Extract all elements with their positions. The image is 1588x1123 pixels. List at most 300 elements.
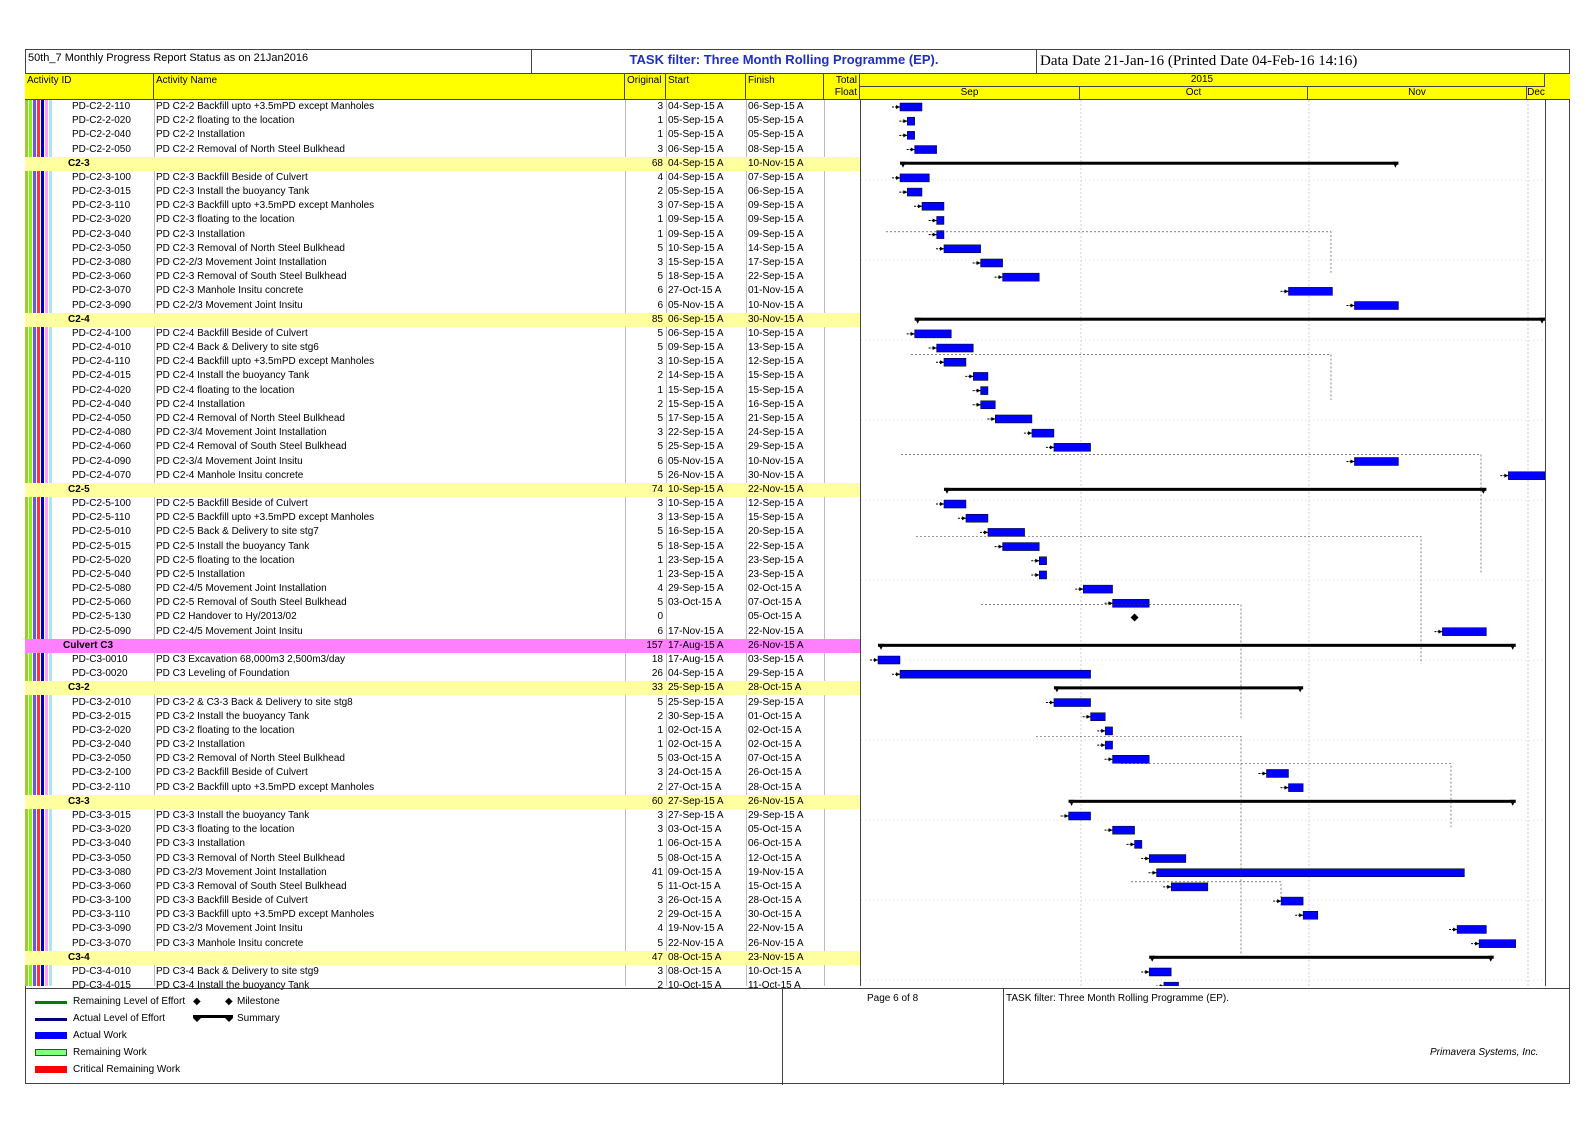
table-row[interactable] [25,171,861,185]
finish-date: 29-Sep-15 A [748,696,804,708]
relationship-arrow [999,275,1003,279]
table-row[interactable] [25,242,861,256]
table-row[interactable] [25,284,861,298]
activity-id: PD-C2-2-040 [72,129,131,141]
summary-bar[interactable] [1069,800,1516,803]
activity-bar[interactable] [1354,458,1398,466]
finish-date: 29-Sep-15 A [748,441,804,453]
finish-date: 14-Sep-15 A [748,242,804,254]
table-row[interactable] [25,738,861,752]
original-duration: 2 [657,370,663,382]
activity-id: PD-C2-3-070 [72,285,131,297]
table-row[interactable] [25,369,861,383]
original-duration: 5 [657,342,663,354]
start-date: 17-Aug-15 A [668,654,724,666]
original-duration: 85 [651,313,663,325]
table-row[interactable] [25,412,861,426]
activity-bar[interactable] [915,330,952,338]
activity-bar[interactable] [944,500,966,508]
activity-bar[interactable] [1054,699,1091,707]
start-date: 15-Sep-15 A [668,256,724,268]
start-date: 11-Oct-15 A [668,880,721,892]
activity-name: PD C3-2 & C3-3 Back & Delivery to site stg8 [156,696,353,708]
relationship-arrow [1284,289,1288,293]
activity-bar[interactable] [1105,741,1112,749]
finish-date: 30-Oct-15 A [748,909,802,921]
relationship-arrow [933,346,937,350]
activity-bar[interactable] [900,174,929,182]
activity-bar[interactable] [937,344,974,352]
activity-bar[interactable] [922,202,944,210]
table-row[interactable] [25,823,861,837]
finish-date: 28-Oct-15 A [748,682,802,694]
table-row[interactable] [25,852,861,866]
finish-date: 03-Sep-15 A [748,654,804,666]
activity-id: PD-C2-5-130 [72,611,131,623]
finish-date: 09-Sep-15 A [748,200,804,212]
relationship-arrow [903,133,907,137]
start-date: 09-Sep-15 A [668,214,724,226]
relationship-arrow [1079,587,1083,591]
finish-date: 26-Nov-15 A [748,639,804,651]
relationship-arrow [1167,885,1171,889]
relationship-arrow [933,233,937,237]
finish-date: 22-Nov-15 A [748,625,804,637]
relationship-arrow [1153,871,1157,875]
activity-id: PD-C2-4-080 [72,427,131,439]
activity-bar[interactable] [995,415,1032,423]
critical-remaining-swatch [35,1066,67,1073]
report-title: 50th_7 Monthly Progress Report Status as on 21Jan2016 [25,49,532,73]
original-duration: 3 [657,143,663,155]
table-row[interactable] [25,965,861,979]
wbs-row[interactable] [25,483,861,497]
table-row[interactable] [25,327,861,341]
original-duration: 1 [657,214,663,226]
table-row[interactable] [25,610,861,624]
finish-date: 01-Nov-15 A [748,285,804,297]
activity-bar[interactable] [988,528,1025,536]
col-original[interactable]: Original [625,74,666,100]
activity-bar[interactable] [907,131,914,139]
table-row[interactable] [25,299,861,313]
table-row[interactable] [25,398,861,412]
summary-bar-start [915,318,921,324]
summary-bar[interactable] [878,644,1516,647]
activity-bar[interactable] [907,188,922,196]
legend-remaining-loe: Remaining Level of Effort [73,996,186,1007]
summary-bar[interactable] [915,318,1545,321]
start-date: 19-Nov-15 A [668,923,724,935]
start-date: 25-Sep-15 A [668,696,724,708]
activity-bar[interactable] [1113,755,1150,763]
table-row[interactable] [25,228,861,242]
table-row[interactable] [25,582,861,596]
start-date: 09-Sep-15 A [668,228,724,240]
table-row[interactable] [25,894,861,908]
original-duration: 3 [657,767,663,779]
original-duration: 3 [657,895,663,907]
start-date: 14-Sep-15 A [668,370,724,382]
table-row[interactable] [25,143,861,157]
activity-bar[interactable] [907,117,914,125]
activity-bar[interactable] [937,216,944,224]
start-date: 06-Sep-15 A [668,313,724,325]
table-row[interactable] [25,511,861,525]
table-row[interactable] [25,128,861,142]
table-row[interactable] [25,710,861,724]
activity-name: PD C2-5 Install the buoyancy Tank [156,540,310,552]
wbs-row[interactable] [25,639,861,653]
activity-name: PD C2-2 floating to the location [156,115,295,127]
activity-bar[interactable] [981,259,1003,267]
activity-bar[interactable] [1091,713,1106,721]
start-date: 08-Oct-15 A [668,852,722,864]
summary-bar[interactable] [1054,686,1303,689]
activity-bar[interactable] [1508,472,1545,480]
finish-date: 19-Nov-15 A [748,866,804,878]
relationship-arrow [1050,701,1054,705]
activity-name: PD C2-4 Manhole Insitu concrete [156,469,304,481]
table-row[interactable] [25,100,861,114]
table-row[interactable] [25,596,861,610]
relationship-arrow [962,516,966,520]
table-row[interactable] [25,341,861,355]
relationship-arrow [940,247,944,251]
legend-actual-work: Actual Work [73,1030,127,1041]
relationship-arrow [977,403,981,407]
summary-bar[interactable] [1149,956,1494,959]
table-row[interactable] [25,213,861,227]
table-row[interactable] [25,199,861,213]
table-row[interactable] [25,766,861,780]
start-date: 10-Sep-15 A [668,498,724,510]
relationship-arrow [1101,743,1105,747]
activity-name: PD C2-5 floating to the location [156,554,295,566]
table-row[interactable] [25,922,861,936]
activity-id: PD-C3-3-100 [72,895,131,907]
activity-id: PD-C3-2-100 [72,767,131,779]
start-date: 25-Sep-15 A [668,441,724,453]
activity-name: PD C2-4 Install the buoyancy Tank [156,370,310,382]
activity-bar[interactable] [973,372,988,380]
finish-date: 02-Oct-15 A [748,724,802,736]
activity-name: PD C2 Handover to Hy/2013/02 [156,611,297,623]
summary-bar[interactable] [900,162,1398,165]
finish-date: 05-Sep-15 A [748,129,804,141]
activity-name: PD C2-4 Installation [156,398,245,410]
activity-bar[interactable] [1457,925,1486,933]
relationship-arrow [977,389,981,393]
activity-bar[interactable] [1113,826,1135,834]
original-duration: 3 [657,101,663,112]
start-date: 06-Sep-15 A [668,143,724,155]
activity-id: PD-C2-4-020 [72,384,131,396]
activity-bar[interactable] [1354,302,1398,310]
finish-date: 10-Oct-15 A [748,965,802,977]
original-duration: 2 [657,909,663,921]
col-activity-id[interactable]: Activity ID [25,74,154,100]
footer-filter: TASK filter: Three Month Rolling Programme (EP). [1006,993,1230,1004]
activity-name: PD C3-2/3 Movement Joint Insitu [156,923,303,935]
relationship-arrow [1087,715,1091,719]
start-date: 27-Sep-15 A [668,810,724,821]
original-duration: 157 [646,639,663,651]
original-duration: 3 [657,256,663,268]
gantt-chart [860,100,1546,986]
summary-bar[interactable] [944,488,1486,491]
table-row[interactable] [25,866,861,880]
activity-bar[interactable] [878,656,900,664]
activity-bar[interactable] [981,401,996,409]
table-row[interactable] [25,837,861,851]
col-finish[interactable]: Finish [746,74,824,100]
finish-date: 11-Oct-15 A [748,980,801,992]
relationship-arrow [1050,445,1054,449]
milestone-icon: ◆ [225,996,233,1007]
activity-name: PD C2-5 Installation [156,568,245,580]
activity-id: PD-C2-3-060 [72,271,131,283]
original-duration: 1 [657,838,663,850]
table-row[interactable] [25,270,861,284]
table-row[interactable] [25,752,861,766]
original-duration: 1 [657,554,663,566]
original-duration: 5 [657,271,663,283]
relationship-arrow [940,360,944,364]
activity-bar[interactable] [1083,585,1112,593]
activity-id: PD-C2-4-090 [72,455,131,467]
divider [1003,989,1004,1085]
activity-id: PD-C3-2-010 [72,696,131,708]
activity-bar[interactable] [1266,769,1288,777]
activity-bar[interactable] [1479,940,1516,948]
activity-name: PD C2-3 Manhole Insitu concrete [156,285,304,297]
start-date: 27-Oct-15 A [668,781,722,793]
start-date: 18-Sep-15 A [668,271,724,283]
start-date: 02-Oct-15 A [668,739,722,751]
table-row[interactable] [25,525,861,539]
activity-name: PD C2-4 Backfill Beside of Culvert [156,327,308,339]
start-date: 25-Sep-15 A [668,682,724,694]
activity-id: C3-4 [68,951,90,963]
column-header [25,73,1570,100]
relationship-arrow [1145,970,1149,974]
relationship-arrow [918,204,922,208]
activity-id: PD-C2-5-080 [72,583,131,595]
activity-name: PD C3-2 Removal of North Steel Bulkhead [156,753,345,765]
activity-bar[interactable] [981,387,988,395]
start-date: 15-Sep-15 A [668,398,724,410]
activity-bar[interactable] [1442,628,1486,636]
table-row[interactable] [25,653,861,667]
table-row[interactable] [25,384,861,398]
table-row[interactable] [25,908,861,922]
table-row[interactable] [25,809,861,823]
activity-bar[interactable] [1069,812,1091,820]
original-duration: 5 [657,242,663,254]
activity-name: PD C2-3 Backfill Beside of Culvert [156,171,308,183]
table-row[interactable] [25,667,861,681]
activity-bar[interactable] [1113,599,1150,607]
activity-bar[interactable] [1303,911,1318,919]
finish-date: 22-Nov-15 A [748,923,804,935]
table-row[interactable] [25,781,861,795]
activity-id: PD-C2-2-020 [72,115,131,127]
table-row[interactable] [25,540,861,554]
activity-id: PD-C3-4-015 [72,980,131,992]
original-duration: 60 [651,795,663,807]
legend-footer [25,988,1570,1085]
table-row[interactable] [25,455,861,469]
activity-name: PD C3-2/3 Movement Joint Installation [156,866,327,878]
activity-name: PD C2-4 Removal of South Steel Bulkhead [156,441,347,453]
activity-bar[interactable] [1039,557,1046,565]
remaining-loe-swatch [35,1001,67,1004]
original-duration: 6 [657,455,663,467]
relationship-arrow [896,176,900,180]
original-duration: 26 [651,668,663,680]
start-date: 30-Sep-15 A [668,710,724,722]
activity-bar[interactable] [1171,883,1208,891]
activity-bar[interactable] [915,146,937,154]
table-row[interactable] [25,114,861,128]
relationship-arrow [1299,913,1303,917]
relationship-arrow [1065,814,1069,818]
legend-remaining-work: Remaining Work [73,1047,147,1058]
legend-critical-remaining: Critical Remaining Work [73,1064,181,1075]
finish-date: 21-Sep-15 A [748,412,804,424]
activity-bar[interactable] [1157,869,1465,877]
activity-name: PD C2-4 Removal of North Steel Bulkhead [156,412,345,424]
activity-bar[interactable] [1288,287,1332,295]
activity-bar[interactable] [944,245,981,253]
table-row[interactable] [25,426,861,440]
activity-id: PD-C3-3-015 [72,810,131,821]
activity-bar[interactable] [1032,429,1054,437]
start-date: 24-Oct-15 A [668,767,722,779]
col-activity-name[interactable]: Activity Name [154,74,625,100]
activity-bar[interactable] [1288,784,1303,792]
table-row[interactable] [25,568,861,582]
finish-date: 28-Oct-15 A [748,781,802,793]
finish-date: 06-Oct-15 A [748,838,802,850]
table-row[interactable] [25,724,861,738]
finish-date: 24-Sep-15 A [748,427,804,439]
table-row[interactable] [25,880,861,894]
activity-bar[interactable] [1105,727,1112,735]
activity-id: PD-C3-3-080 [72,866,131,878]
activity-bar[interactable] [1135,840,1142,848]
activity-id: PD-C3-2-050 [72,753,131,765]
table-row[interactable] [25,625,861,639]
original-duration: 6 [657,625,663,637]
activity-bar[interactable] [1164,982,1179,986]
activity-bar[interactable] [1003,543,1040,551]
start-date: 07-Sep-15 A [668,200,724,212]
start-date: 03-Oct-15 A [668,597,722,609]
table-row[interactable] [25,937,861,951]
activity-bar[interactable] [1054,443,1091,451]
table-row[interactable] [25,497,861,511]
activity-name: PD C3 Leveling of Foundation [156,668,290,680]
table-row[interactable] [25,256,861,270]
table-row[interactable] [25,355,861,369]
original-duration: 1 [657,568,663,580]
activity-bar[interactable] [966,514,988,522]
finish-date: 30-Nov-15 A [748,313,804,325]
activity-name: PD C3-3 Manhole Insitu concrete [156,937,304,949]
original-duration: 4 [657,923,663,935]
activity-bar[interactable] [1149,855,1186,863]
activity-id: PD-C2-3-020 [72,214,131,226]
finish-date: 15-Oct-15 A [748,880,802,892]
col-start[interactable]: Start [666,74,746,100]
activity-bar[interactable] [900,670,1091,678]
original-duration: 68 [651,157,663,169]
start-date: 10-Sep-15 A [668,483,724,495]
activity-id: PD-C3-3-040 [72,838,131,850]
activity-name: PD C2-2/3 Movement Joint Installation [156,256,327,268]
finish-date: 26-Nov-15 A [748,795,804,807]
activity-bar[interactable] [900,103,922,111]
relationship-arrow [1350,460,1354,464]
wbs-row[interactable] [25,681,861,695]
activity-name: PD C3-4 Install the buoyancy Tank [156,980,310,992]
finish-date: 07-Oct-15 A [748,753,802,765]
col-total-float[interactable] [824,74,860,100]
relationship-arrow [1504,474,1508,478]
vendor-name: Primavera Systems, Inc. [1430,1047,1539,1058]
start-date: 09-Sep-15 A [668,342,724,354]
table-row[interactable] [25,469,861,483]
activity-name: PD C2-3 Install the buoyancy Tank [156,186,310,198]
activity-bar[interactable] [1003,273,1040,281]
activity-bar[interactable] [1281,897,1303,905]
start-date: 15-Sep-15 A [668,384,724,396]
finish-date: 26-Oct-15 A [748,767,802,779]
finish-date: 12-Sep-15 A [748,356,804,368]
relationship-arrow [1109,828,1113,832]
col-float-label: Float [834,87,857,98]
table-row[interactable] [25,440,861,454]
legend-milestone: Milestone [237,996,280,1007]
activity-bar[interactable] [1039,571,1046,579]
activity-name: PD C2-2 Installation [156,129,245,141]
table-row[interactable] [25,554,861,568]
milestone[interactable] [1131,613,1139,621]
activity-bar[interactable] [1149,968,1171,976]
table-row[interactable] [25,185,861,199]
wbs-row[interactable] [25,313,861,327]
timescale-month-oct: Oct [1080,87,1308,100]
finish-date: 22-Nov-15 A [748,483,804,495]
start-date: 17-Sep-15 A [668,412,724,424]
summary-swatch [193,1015,233,1023]
finish-date: 07-Sep-15 A [748,171,804,183]
wbs-row[interactable] [25,951,861,965]
activity-bar[interactable] [944,358,966,366]
original-duration: 33 [651,682,663,694]
table-row[interactable] [25,696,861,710]
activity-id: PD-C3-3-050 [72,852,131,864]
wbs-row[interactable] [25,157,861,171]
wbs-row[interactable] [25,795,861,809]
activity-id: PD-C3-0010 [72,654,128,666]
activity-name: PD C3-3 Removal of North Steel Bulkhead [156,852,345,864]
relationship-arrow [1101,729,1105,733]
finish-date: 23-Sep-15 A [748,554,804,566]
finish-date: 28-Oct-15 A [748,895,802,907]
